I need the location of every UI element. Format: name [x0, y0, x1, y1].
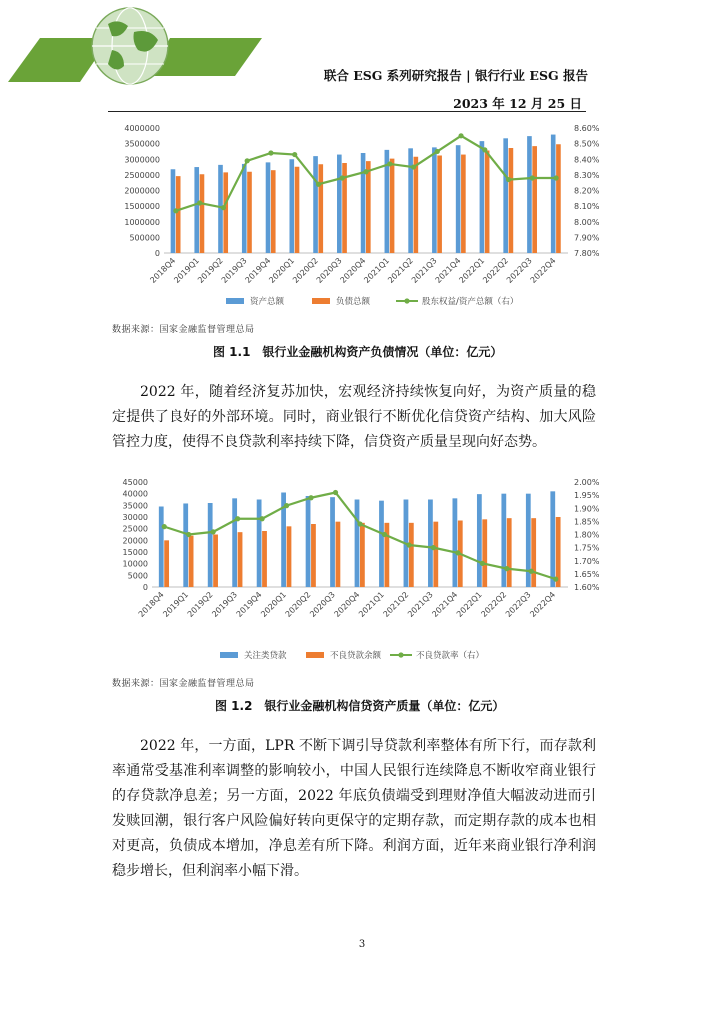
bar — [213, 535, 218, 588]
line-point — [186, 532, 191, 537]
header-title: 联合 ESG 系列研究报告 | 银行行业 ESG 报告 — [323, 68, 588, 83]
header-divider — [108, 111, 586, 112]
bar — [311, 524, 316, 587]
legend-label: 不良贷款率（右） — [416, 651, 485, 661]
x-tick-label: 2019Q1 — [172, 256, 202, 285]
x-tick-label: 2019Q1 — [161, 590, 191, 619]
y2-tick-label: 1.65% — [574, 569, 600, 579]
line-point — [553, 577, 558, 582]
line-point — [292, 152, 297, 157]
line-point — [260, 516, 265, 521]
y2-tick-label: 2.00% — [574, 478, 600, 487]
y-tick-label: 10000 — [122, 559, 148, 569]
line-point — [221, 205, 226, 210]
y2-tick-label: 1.95% — [574, 491, 600, 501]
y2-tick-label: 1.70% — [574, 556, 600, 566]
y2-tick-label: 8.40% — [574, 155, 600, 165]
bar — [432, 147, 437, 253]
x-tick-label: 2022Q1 — [457, 256, 487, 285]
line-point — [529, 569, 534, 574]
bar — [461, 155, 466, 253]
line-point — [458, 133, 463, 138]
bar — [164, 540, 169, 587]
figure1-caption: 图 1.1 银行业金融机构资产负债情况（单位：亿元） — [213, 345, 503, 359]
line-point — [406, 542, 411, 547]
chart-assets-liabilities — [108, 118, 600, 318]
y-tick-label: 45000 — [122, 478, 148, 487]
bar — [482, 519, 487, 587]
x-tick-label: 2020Q3 — [314, 256, 344, 285]
bar — [437, 156, 442, 254]
x-tick-label: 2021Q2 — [381, 590, 411, 619]
line-point — [382, 532, 387, 537]
bar — [414, 157, 419, 253]
y-tick-label: 30000 — [122, 513, 148, 522]
x-tick-label: 2021Q1 — [357, 590, 386, 619]
y-tick-label: 0 — [142, 583, 148, 592]
legend-label: 股东权益/资产总额（右） — [422, 297, 519, 307]
x-tick-label: 2022Q4 — [528, 590, 558, 619]
y2-tick-label: 1.80% — [574, 530, 600, 540]
y2-tick-label: 8.60% — [574, 124, 600, 133]
bar — [355, 500, 360, 588]
legend-label: 不良贷款余额 — [330, 651, 382, 661]
bar — [509, 148, 514, 253]
line-point — [173, 208, 178, 213]
bar — [456, 145, 461, 253]
bar — [189, 536, 194, 587]
line-point — [333, 490, 338, 495]
x-tick-label: 2020Q3 — [308, 590, 337, 619]
legend-swatch — [312, 298, 330, 304]
bar — [287, 526, 292, 587]
bar — [390, 159, 395, 253]
y2-tick-label: 7.80% — [574, 249, 600, 258]
x-tick-label: 2020Q2 — [291, 256, 320, 285]
legend-swatch-point — [404, 298, 409, 303]
x-tick-label: 2022Q4 — [528, 256, 558, 285]
x-tick-label: 2021Q1 — [362, 256, 392, 285]
bar — [452, 498, 457, 587]
legend-swatch — [226, 298, 244, 304]
header-date: 2023 年 12 月 25 日 — [453, 96, 582, 111]
x-tick-label: 2020Q1 — [267, 256, 297, 285]
y2-tick-label: 8.20% — [574, 186, 600, 196]
bar — [361, 153, 366, 253]
bar — [337, 155, 342, 253]
bar — [159, 507, 164, 588]
bar — [477, 494, 482, 587]
page-number: 3 — [358, 939, 366, 950]
x-tick-label: 2022Q2 — [479, 590, 509, 619]
x-tick-label: 2022Q3 — [504, 256, 534, 285]
bar — [485, 151, 490, 254]
bar — [379, 501, 384, 587]
bar — [531, 518, 536, 587]
y2-tick-label: 1.90% — [574, 504, 600, 514]
y2-tick-label: 8.10% — [574, 202, 600, 212]
bar — [238, 532, 243, 587]
bar — [318, 164, 323, 253]
y-tick-label: 0 — [154, 249, 160, 258]
bar — [507, 518, 512, 587]
figure2-caption: 图 1.2 银行业金融机构信贷资产质量（单位：亿元） — [215, 699, 505, 713]
body-paragraph-2: 2022 年，一方面，LPR 不断下调引导贷款利率整体有所下行，而存款利率通常受基准利率调整的影响较小，中国人民银行连续降息不断收窄商业银行的存贷款净息差；另一方面，2022 年底负债端受到理财净值大幅波动进而引发赎回潮，银行客户风险偏好转向更保守的定期存款，而定期存款的成本也相对更高，负债成本增加，净息差有所下降。利润方面，近年来商业银行净利润稳步增长，但利润率小幅下滑。 — [112, 738, 596, 879]
y2-tick-label: 7.90% — [574, 233, 600, 243]
bar — [551, 135, 556, 253]
bar — [295, 167, 300, 253]
legend-swatch — [220, 652, 238, 658]
line-point — [387, 161, 392, 166]
line-point — [308, 495, 313, 500]
x-tick-label: 2021Q4 — [430, 590, 460, 619]
globe-icon — [92, 8, 168, 84]
bar — [336, 522, 341, 587]
y-tick-label: 1000000 — [124, 217, 160, 227]
x-tick-label: 2019Q3 — [219, 256, 249, 285]
bar — [532, 146, 537, 253]
body-paragraph-1: 2022 年，随着经济复苏加快，宏观经济持续恢复向好，为资产质量的稳定提供了良好的外部环境。同时，商业银行不断优化信贷资产结构、加大风险管控力度，使得不良贷款利率持续下降，信贷资产质量呈现向好态势。 — [112, 384, 596, 450]
line-point — [455, 550, 460, 555]
bar — [183, 503, 188, 587]
bar — [433, 522, 438, 587]
x-tick-label: 2019Q2 — [196, 256, 225, 285]
line-point — [197, 200, 202, 205]
y-tick-label: 1500000 — [124, 202, 160, 212]
line-point — [554, 175, 559, 180]
legend-swatch — [306, 652, 324, 658]
x-tick-label: 2022Q1 — [454, 590, 484, 619]
line-point — [211, 529, 216, 534]
bar — [366, 161, 371, 253]
bar — [247, 172, 252, 253]
figure2-source: 数据来源：国家金融监督管理总局 — [112, 679, 255, 689]
bar — [556, 144, 561, 253]
line-point — [235, 516, 240, 521]
y-tick-label: 500000 — [129, 233, 160, 243]
x-tick-label: 2020Q2 — [283, 590, 313, 619]
bar — [527, 136, 532, 253]
x-tick-label: 2019Q4 — [234, 590, 264, 619]
x-tick-label: 2020Q1 — [259, 590, 289, 619]
x-tick-label: 2021Q3 — [406, 590, 435, 619]
bar — [503, 138, 508, 253]
x-tick-label: 2020Q4 — [338, 256, 368, 285]
legend-label: 关注类贷款 — [244, 651, 287, 661]
bar — [480, 141, 485, 253]
bar — [360, 523, 365, 587]
y2-tick-label: 1.75% — [574, 543, 600, 553]
line-point — [431, 545, 436, 550]
bar — [208, 503, 213, 587]
line-point — [357, 521, 362, 526]
bar — [409, 523, 414, 587]
line-point — [435, 149, 440, 154]
bar — [550, 491, 555, 587]
y-tick-label: 15000 — [122, 548, 148, 557]
y2-tick-label: 8.50% — [574, 139, 600, 149]
y-tick-label: 5000 — [127, 571, 148, 581]
x-tick-label: 2021Q4 — [433, 256, 463, 285]
x-tick-label: 2019Q3 — [210, 590, 240, 619]
line-point — [316, 182, 321, 187]
line-point — [162, 524, 167, 529]
logo — [0, 10, 270, 82]
bar — [242, 164, 247, 253]
y-tick-label: 3000000 — [124, 155, 160, 165]
bar — [271, 170, 276, 253]
x-tick-label: 2021Q3 — [409, 256, 439, 285]
x-tick-label: 2021Q2 — [386, 256, 415, 285]
x-tick-label: 2022Q2 — [481, 256, 511, 285]
line-point — [268, 150, 273, 155]
bar — [330, 497, 335, 587]
legend-label: 资产总额 — [250, 297, 285, 307]
line-point — [245, 158, 250, 163]
line-point — [530, 175, 535, 180]
y2-tick-label: 8.30% — [574, 170, 600, 180]
bar — [556, 517, 561, 587]
bar — [428, 500, 433, 588]
line-point — [504, 566, 509, 571]
bar — [313, 156, 318, 253]
y-tick-label: 2500000 — [124, 170, 160, 180]
bar — [257, 500, 262, 588]
line-point — [284, 503, 289, 508]
bar — [501, 494, 506, 587]
bar — [200, 174, 205, 253]
y2-tick-label: 1.85% — [574, 517, 600, 527]
chart-credit-asset-quality — [108, 474, 600, 674]
figure1-source: 数据来源：国家金融监督管理总局 — [112, 325, 255, 335]
x-tick-label: 2018Q4 — [148, 256, 178, 285]
y-tick-label: 25000 — [122, 524, 148, 534]
legend-label: 负债总额 — [336, 297, 371, 307]
x-tick-label: 2020Q4 — [332, 590, 362, 619]
bar — [266, 162, 271, 253]
line-point — [363, 169, 368, 174]
line-point — [411, 164, 416, 169]
bar — [289, 159, 294, 253]
y2-tick-label: 1.60% — [574, 583, 600, 592]
y-tick-label: 3500000 — [124, 139, 160, 149]
line-point — [506, 177, 511, 182]
bar — [262, 531, 267, 587]
y-tick-label: 35000 — [122, 501, 148, 511]
x-tick-label: 2019Q2 — [185, 590, 215, 619]
bar — [232, 498, 237, 587]
line-point — [340, 175, 345, 180]
y-tick-label: 40000 — [122, 489, 148, 499]
bar — [176, 176, 181, 253]
y2-tick-label: 8.00% — [574, 217, 600, 227]
bar — [306, 496, 311, 587]
legend-swatch-point — [398, 652, 403, 657]
bar — [223, 172, 228, 253]
line-point — [480, 561, 485, 566]
x-tick-label: 2022Q3 — [503, 590, 533, 619]
y-tick-label: 4000000 — [124, 124, 160, 133]
y-tick-label: 2000000 — [124, 186, 160, 196]
x-tick-label: 2018Q4 — [136, 590, 166, 619]
bar — [408, 148, 413, 253]
x-tick-label: 2019Q4 — [243, 256, 273, 285]
bar — [194, 167, 199, 253]
line-point — [482, 147, 487, 152]
y-tick-label: 20000 — [122, 536, 148, 546]
